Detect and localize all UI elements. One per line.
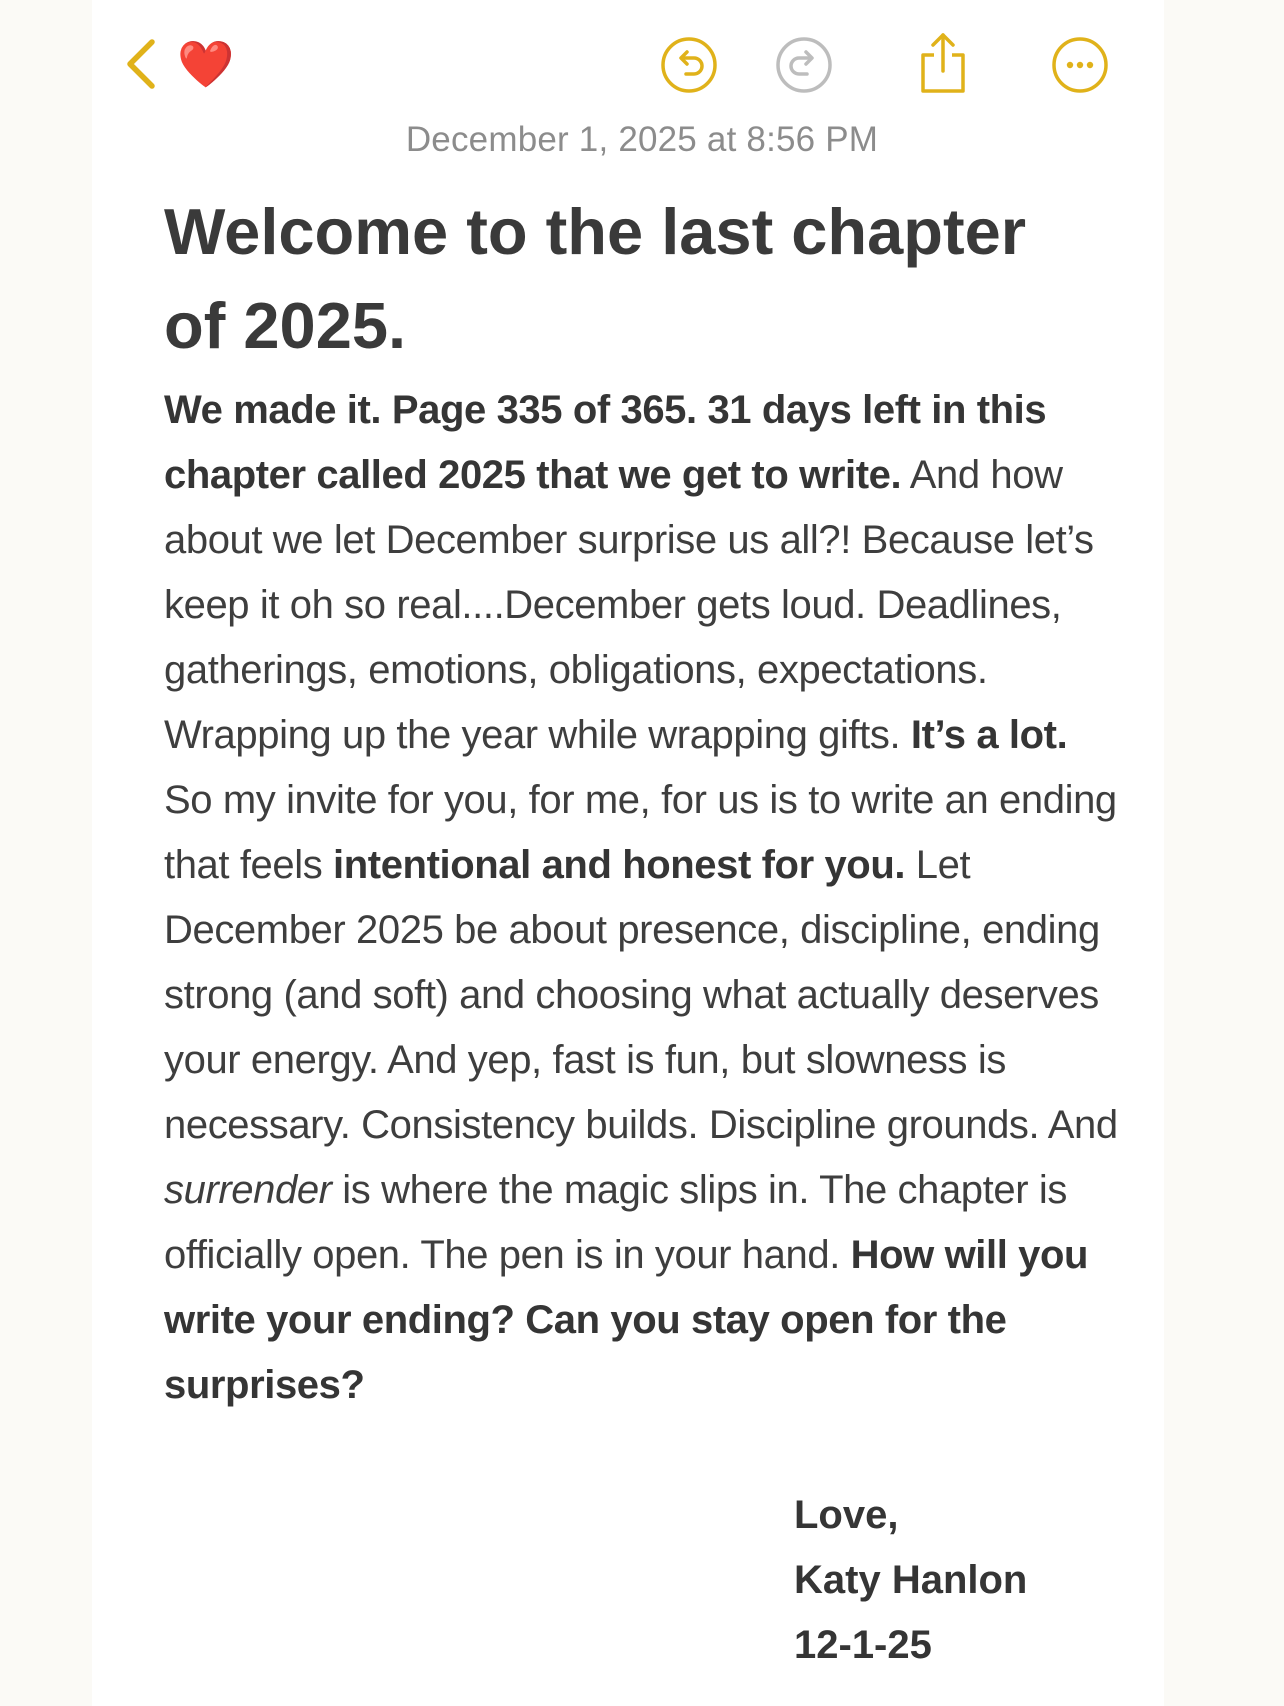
heart-emoji: ❤️	[177, 38, 235, 90]
note-signoff	[794, 1483, 1027, 1678]
back-button[interactable]	[120, 36, 162, 92]
note-text-segment: It’s a lot.	[910, 713, 1068, 757]
undo-button[interactable]	[660, 36, 718, 94]
signoff-date: 12-1-25	[794, 1623, 932, 1667]
share-icon	[917, 31, 969, 95]
note-text-segment: We made it. Page 335 of 365. 31 days left in this chapter called 2025 that we get to write.	[164, 388, 1047, 497]
redo-icon	[775, 36, 833, 94]
note-date: December 1, 2025 at 8:56 PM	[405, 120, 879, 159]
chevron-left-icon	[124, 38, 158, 90]
note-title[interactable]	[164, 185, 1124, 373]
note-text-segment: intentional and honest for you.	[333, 843, 906, 887]
note-text-segment: So my invite for you, for me, for us is to write an ending that feels	[164, 778, 1117, 887]
more-button[interactable]	[1051, 36, 1109, 94]
note-text-segment: is where the magic slips in. The chapter is officially open. The pen is in your hand.	[164, 1168, 1067, 1277]
note-title-line1: Welcome to the last chapter	[164, 195, 1027, 268]
note-text-segment: How will you write your ending? Can you stay open for the surprises?	[164, 1233, 1089, 1407]
note-title-line2: of 2025.	[164, 289, 407, 362]
signoff-closing: Love,	[794, 1493, 899, 1537]
signoff-name: Katy Hanlon	[794, 1558, 1028, 1602]
note-text-segment: Let December 2025 be about presence, discipline, ending strong (and soft) and choosing what actually deserves your energy. And yep, fast is fun, but slowness is necessary. Consistency builds. Discipline grounds. And	[164, 843, 1118, 1147]
note-text-segment: surrender	[164, 1168, 332, 1212]
note-body[interactable]	[164, 378, 1124, 1418]
share-button[interactable]	[913, 30, 973, 96]
undo-icon	[660, 36, 718, 94]
more-icon	[1051, 36, 1109, 94]
redo-button[interactable]	[775, 36, 833, 94]
note-text-segment: And how about we let December surprise us all?! Because let’s keep it oh so real....December gets loud. Deadlines, gatherings, emotions, obligations, expectations. Wrapping up the year while wrapping gifts.	[164, 453, 1094, 757]
note-toolbar	[0, 0, 1284, 130]
